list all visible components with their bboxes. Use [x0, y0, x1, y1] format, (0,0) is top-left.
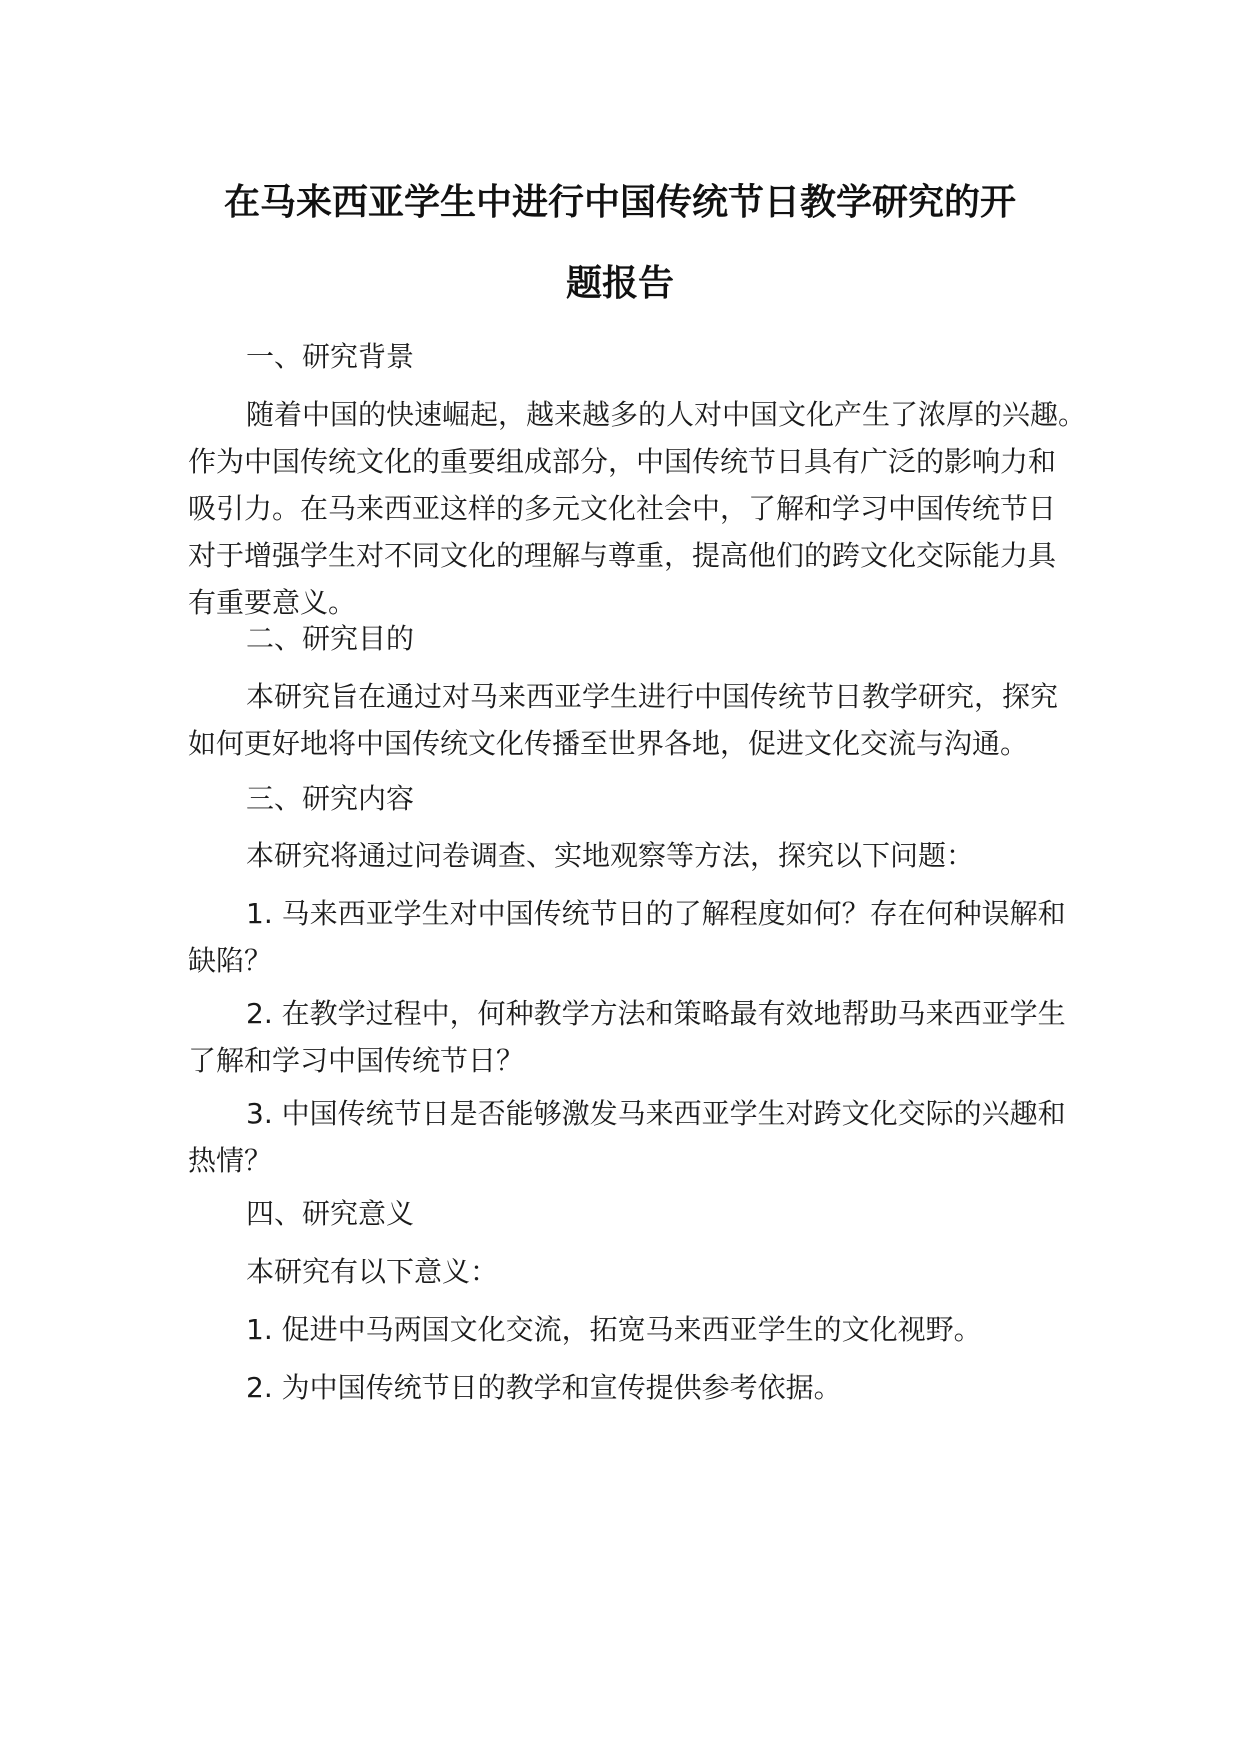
paragraph-purpose — [188, 673, 1068, 767]
paragraph-background — [188, 391, 1087, 626]
paragraph-line: 吸引力。在马来西亚这样的多元文化社会中，了解和学习中国传统节日 — [188, 492, 1057, 525]
list-item: 2. 为中国传统节日的教学和宣传提供参考依据。 — [246, 1371, 842, 1404]
list-item: 1. 马来西亚学生对中国传统节日的了解程度如何？存在何种误解和 缺陷？ — [188, 897, 1066, 977]
list-item: 3. 中国传统节日是否能够激发马来西亚学生对跨文化交际的兴趣和 热情？ — [188, 1097, 1066, 1177]
paragraph-line: 随着中国的快速崛起，越来越多的人对中国文化产生了浓厚的兴趣。 — [246, 398, 1087, 431]
paragraph-line: 有重要意义。 — [188, 586, 357, 619]
document-title-line-2: 题报告 — [565, 263, 674, 304]
list-item: 2. 在教学过程中，何种教学方法和策略最有效地帮助马来西亚学生 了解和学习中国传统节日？ — [188, 997, 1066, 1077]
paragraph-significance-intro: 本研究有以下意义： — [246, 1255, 499, 1288]
section-heading-content: 三、研究内容 — [246, 782, 415, 815]
paragraph-line: 本研究旨在通过对马来西亚学生进行中国传统节日教学研究，探究 — [246, 680, 1059, 713]
paragraph-line: 对于增强学生对不同文化的理解与尊重，提高他们的跨文化交际能力具 — [188, 539, 1057, 572]
paragraph-content-intro: 本研究将通过问卷调查、实地观察等方法，探究以下问题： — [246, 839, 975, 872]
section-heading-purpose: 二、研究目的 — [246, 622, 415, 655]
section-heading-background: 一、研究背景 — [246, 340, 415, 373]
paragraph-line: 如何更好地将中国传统文化传播至世界各地，促进文化交流与沟通。 — [188, 727, 1029, 760]
section-heading-significance: 四、研究意义 — [246, 1197, 415, 1230]
document-title-line-1: 在马来西亚学生中进行中国传统节日教学研究的开 — [223, 182, 1016, 223]
paragraph-line: 作为中国传统文化的重要组成部分，中国传统节日具有广泛的影响力和 — [188, 445, 1057, 478]
list-item: 1. 促进中马两国文化交流，拓宽马来西亚学生的文化视野。 — [246, 1313, 982, 1346]
